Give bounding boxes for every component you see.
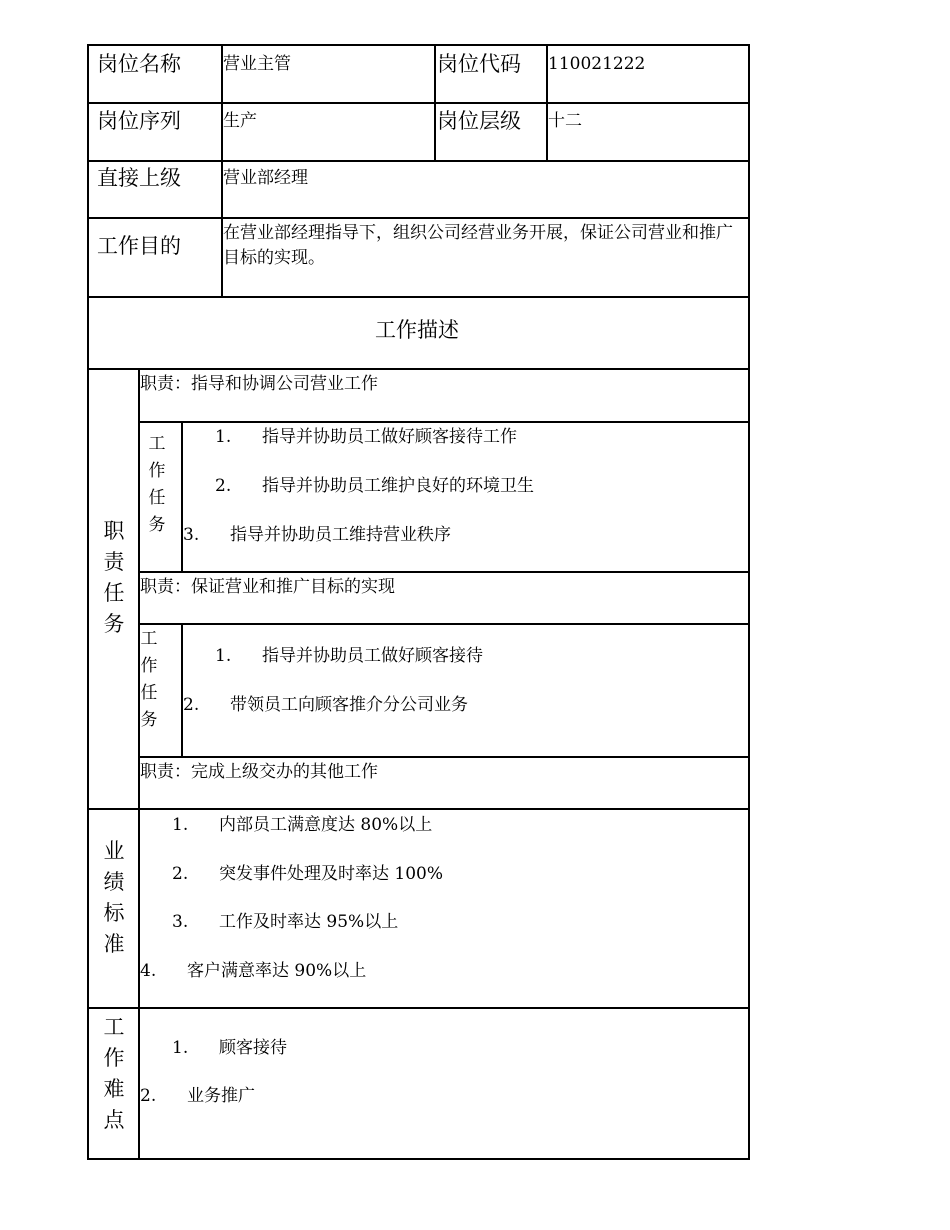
col-divider: [434, 44, 436, 161]
task-text: 带领员工向顾客推介分公司业务: [230, 695, 468, 715]
task-number: 1.: [215, 646, 232, 666]
post-series-label: 岗位序列: [97, 109, 181, 133]
row-divider: [87, 296, 750, 298]
purpose-value: 在营业部经理指导下，组织公司经营业务开展，保证公司营业和推广目标的实现。: [223, 223, 733, 268]
task-label: 工 作 任 务: [140, 629, 158, 730]
task-number: 2.: [183, 695, 200, 715]
post-name-value: 营业主管: [223, 54, 291, 74]
list-item: 内部员工满意度达 80%以上: [219, 815, 433, 835]
post-level-label: 岗位层级: [437, 109, 521, 133]
purpose-label: 工作目的: [97, 234, 181, 258]
border-bottom: [87, 1158, 750, 1160]
superior-value: 营业部经理: [223, 168, 308, 188]
row-divider: [87, 808, 750, 810]
row-divider: [138, 571, 750, 573]
difficulty-label: 工 作 难 点: [103, 1015, 125, 1132]
section-title: 工作描述: [375, 318, 459, 342]
row-divider: [87, 160, 750, 162]
superior-label: 直接上级: [97, 166, 181, 190]
list-number: 2.: [172, 864, 189, 884]
task-number: 1.: [215, 427, 232, 447]
post-code-value: 110021222: [548, 54, 646, 74]
task-text: 指导并协助员工做好顾客接待: [262, 646, 483, 666]
task-text: 指导并协助员工维护良好的环境卫生: [262, 476, 534, 496]
responsibilities-label: 职 责 任 务: [103, 519, 125, 636]
list-number: 1.: [172, 1038, 189, 1058]
list-item: 客户满意率达 90%以上: [187, 961, 367, 981]
task-number: 2.: [215, 476, 232, 496]
row-divider: [87, 368, 750, 370]
col-divider: [181, 421, 183, 572]
list-item: 工作及时率达 95%以上: [219, 912, 399, 932]
task-number: 3.: [183, 525, 200, 545]
list-number: 4.: [140, 961, 157, 981]
row-divider: [138, 421, 750, 423]
row-divider: [87, 1007, 750, 1009]
border-left: [87, 44, 89, 1160]
post-name-label: 岗位名称: [97, 52, 181, 76]
duty-title: 职责：保证营业和推广目标的实现: [140, 577, 395, 597]
border-right: [748, 44, 750, 1160]
duty-title: 职责：完成上级交办的其他工作: [140, 762, 378, 782]
border-top: [87, 44, 750, 46]
col-divider: [181, 623, 183, 757]
list-number: 1.: [172, 815, 189, 835]
task-text: 指导并协助员工维持营业秩序: [230, 525, 451, 545]
task-text: 指导并协助员工做好顾客接待工作: [262, 427, 517, 447]
post-code-label: 岗位代码: [437, 52, 521, 76]
performance-label: 业 绩 标 准: [103, 839, 125, 956]
list-number: 3.: [172, 912, 189, 932]
list-item: 突发事件处理及时率达 100%: [219, 864, 444, 884]
row-divider: [138, 756, 750, 758]
post-level-value: 十二: [548, 111, 582, 131]
row-divider: [138, 623, 750, 625]
list-item: 业务推广: [187, 1086, 255, 1106]
task-label: 工 作 任 务: [148, 434, 166, 535]
duty-title: 职责：指导和协调公司营业工作: [140, 374, 378, 394]
list-item: 顾客接待: [219, 1038, 287, 1058]
post-series-value: 生产: [223, 111, 257, 131]
row-divider: [87, 217, 750, 219]
row-divider: [87, 102, 750, 104]
list-number: 2.: [140, 1086, 157, 1106]
